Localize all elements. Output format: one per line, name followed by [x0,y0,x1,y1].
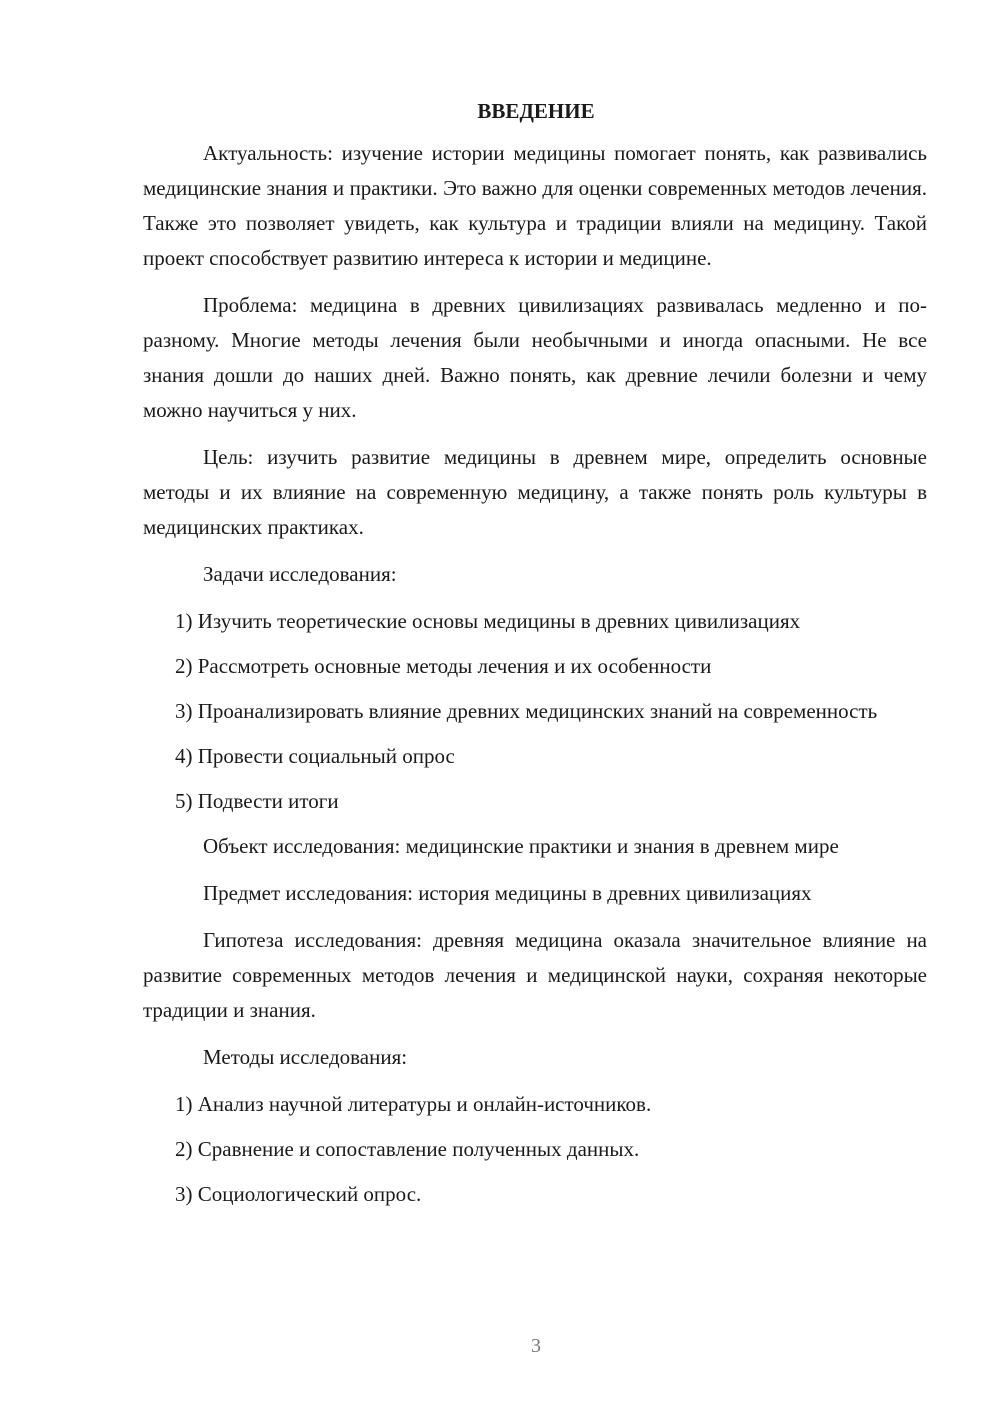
methods-heading: Методы исследования: [203,1045,408,1069]
task-item-2: 2) Рассмотреть основные методы лечения и их особенности [175,654,712,678]
task-item-1: 1) Изучить теоретические основы медицины в древних цивилизациях [175,609,801,633]
paragraph-problem: Проблема: медицина в древних цивилизациях развивалась медленно и по-разному. Многие методы лечения были необычными и иногда опасными. Не все знания дошли до наших дней. Важно понять, как древние лечили болезни и чему можно научиться у них. [143,293,927,422]
tasks-heading: Задачи исследования: [203,562,397,586]
task-item-5: 5) Подвести итоги [175,789,339,813]
document-page [143,96,927,1222]
paragraph-goal: Цель: изучить развитие медицины в древнем мире, определить основные методы и их влияние на современную медицину, а также понять роль культуры в медицинских практиках. [143,445,927,539]
page-number: 3 [531,1335,541,1357]
paragraph-relevance: Актуальность: изучение истории медицины помогает понять, как развивались медицинские знания и практики. Это важно для оценки современных методов лечения. Также это позволяет увидеть, как культура и традиции влияли на медицину. Такой проект способствует развитию интереса к истории и медицине. [143,141,927,270]
method-item-1: 1) Анализ научной литературы и онлайн-источников. [175,1092,652,1116]
paragraph-subject: Предмет исследования: история медицины в древних цивилизациях [203,881,812,905]
paragraph-hypothesis: Гипотеза исследования: древняя медицина оказала значительное влияние на развитие современных методов лечения и медицинской науки, сохраняя некоторые традиции и знания. [143,928,927,1022]
task-item-4: 4) Провести социальный опрос [175,744,455,768]
page-title: ВВЕДЕНИЕ [477,99,595,123]
paragraph-object: Объект исследования: медицинские практики и знания в древнем мире [203,834,839,858]
task-item-3: 3) Проанализировать влияние древних медицинских знаний на современность [175,699,878,723]
method-item-2: 2) Сравнение и сопоставление полученных данных. [175,1137,640,1161]
method-item-3: 3) Социологический опрос. [175,1182,422,1206]
